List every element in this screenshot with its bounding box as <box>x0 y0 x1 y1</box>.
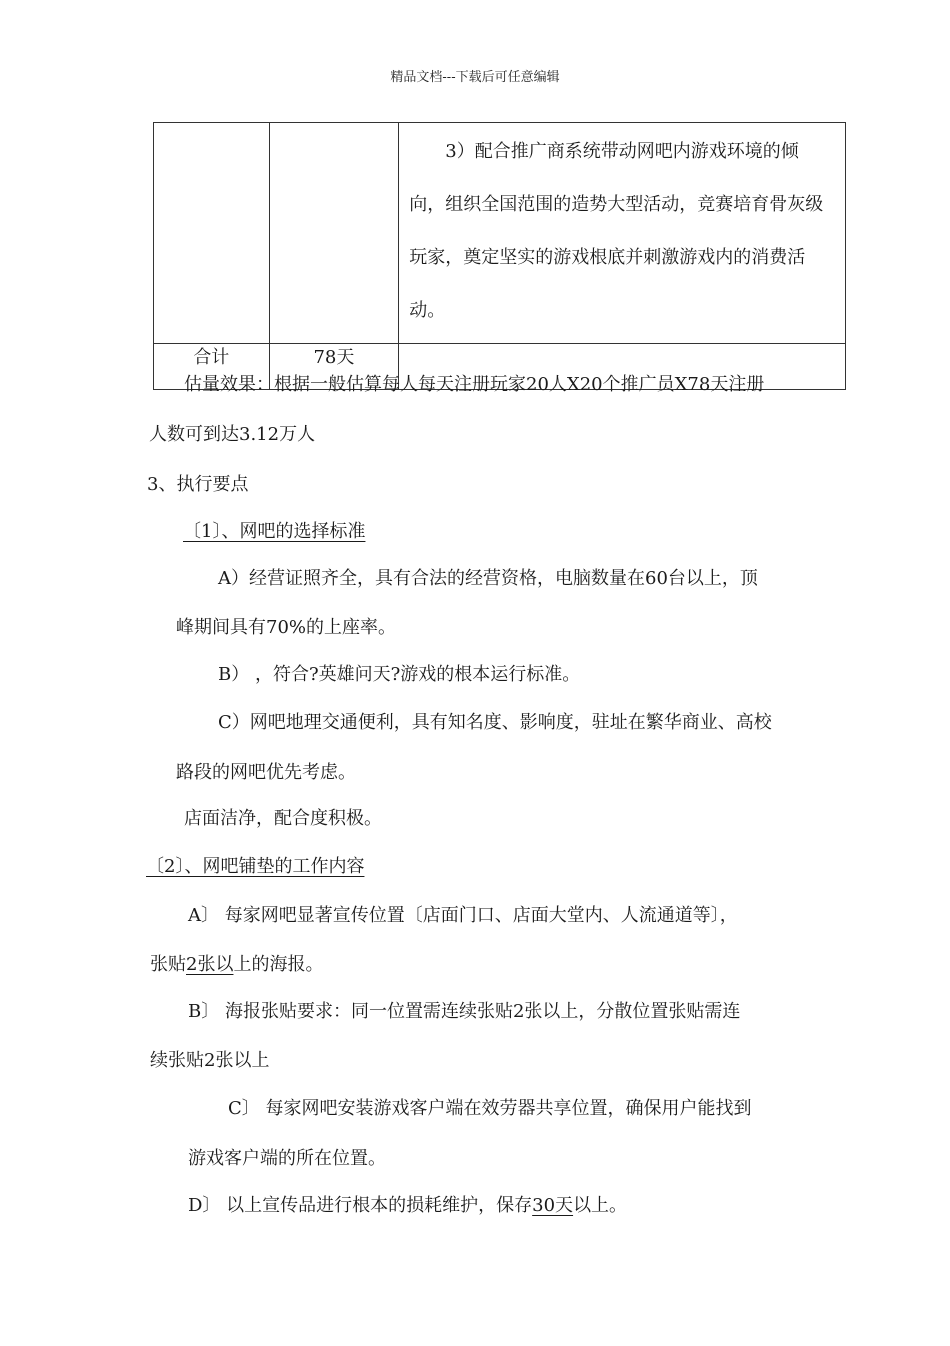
table-cell-empty <box>269 123 399 344</box>
criterion-b: B） ，符合?英雄问天?游戏的根本运行标准。 <box>218 664 581 685</box>
subheading-selection-criteria: 〔1〕、网吧的选择标准 <box>183 521 366 542</box>
estimate-line-1: 估量效果：根据一般估算每人每天注册玩家20人X20个推广员X78天注册 <box>184 374 765 395</box>
page-header: 精品文档---下载后可任意编辑 <box>390 70 560 85</box>
activity-text: 3）配合推广商系统带动网吧内游戏环境的倾向，组织全国范围的造势大型活动，竞赛培育骨灰级玩家，奠定坚实的游戏根底并刺激游戏内的消费活动。 <box>409 141 824 321</box>
work-a-underlined: 2张以 <box>186 954 234 975</box>
criterion-d: 店面洁净，配合度积极。 <box>184 808 382 829</box>
criterion-c-line-1: C）网吧地理交通便利，具有知名度、影响度，驻址在繁华商业、高校 <box>218 712 772 733</box>
plan-table <box>153 122 846 390</box>
work-b-line-2: 续张贴2张以上 <box>150 1050 270 1071</box>
section-heading: 3、执行要点 <box>147 474 249 495</box>
work-c-line-2: 游戏客户端的所在位置。 <box>188 1148 386 1169</box>
estimate-line-2: 人数可到达3.12万人 <box>149 424 316 445</box>
work-d-text-pre: D〕 以上宣传品进行根本的损耗维护，保存 <box>188 1195 533 1216</box>
table-cell-empty <box>154 123 270 344</box>
criterion-c-line-2: 路段的网吧优先考虑。 <box>176 762 356 783</box>
work-d-text-post: 以上。 <box>573 1195 628 1216</box>
work-b-line-1: B〕 海报张贴要求：同一位置需连续张贴2张以上，分散位置张贴需连 <box>188 1001 741 1022</box>
work-d <box>188 1191 627 1217</box>
criterion-a-line-1: A）经营证照齐全，具有合法的经营资格，电脑数量在60台以上，顶 <box>218 568 758 589</box>
subheading-work-content: 〔2〕、网吧铺垫的工作内容 <box>146 856 365 877</box>
table-cell-activity <box>399 123 846 344</box>
work-a-line-2 <box>150 950 323 976</box>
total-value: 78天 <box>313 347 355 368</box>
work-a-text-post: 上的海报。 <box>233 954 324 975</box>
table-row <box>154 123 846 344</box>
work-a-text-pre: 张贴 <box>150 954 186 975</box>
work-a-line-1: A〕 每家网吧显著宣传位置〔店面门口、店面大堂内、人流通道等〕， <box>188 905 738 926</box>
total-label: 合计 <box>193 347 230 368</box>
criterion-a-line-2: 峰期间具有70%的上座率。 <box>176 617 397 638</box>
work-d-underlined: 30天 <box>532 1195 574 1216</box>
work-c-line-1: C〕 每家网吧安装游戏客户端在效劳器共享位置，确保用户能找到 <box>228 1098 752 1119</box>
